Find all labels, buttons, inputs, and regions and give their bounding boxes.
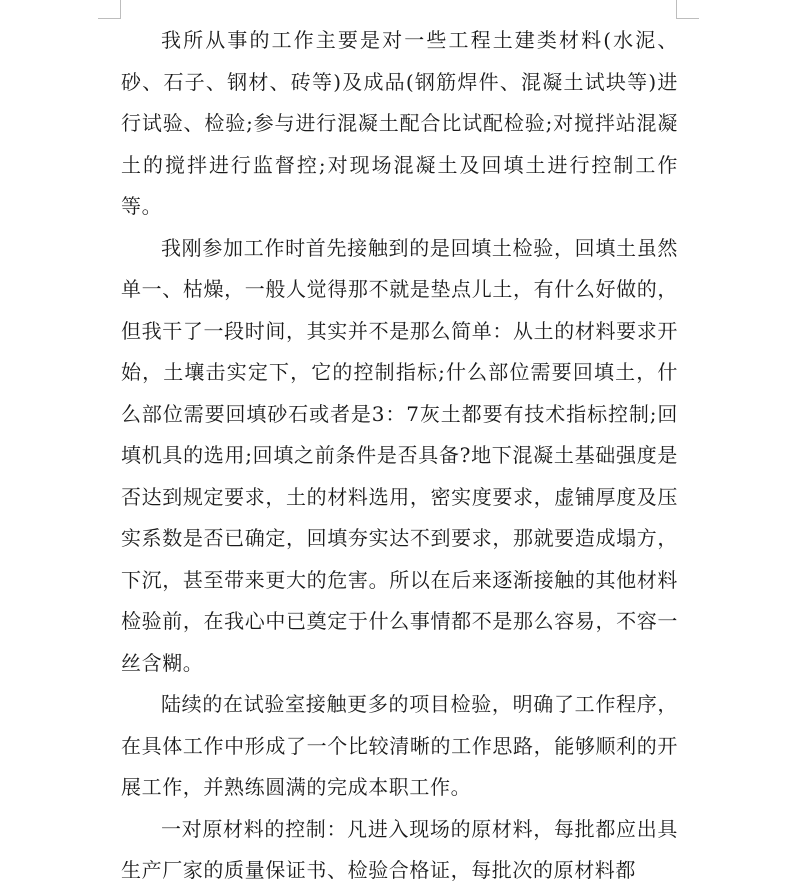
top-right-margin-marker <box>676 0 699 19</box>
top-left-margin-marker <box>98 0 121 19</box>
paragraph-work-scope: 我所从事的工作主要是对一些工程土建类材料(水泥、砂、石子、钢材、砖等)及成品(钢筋焊件、混凝土试块等)进行试验、检验;参与进行混凝土配合比试配检验;对搅拌站混凝土的搅拌进行监督控;对现场混凝土及回填土进行控制工作等。 <box>121 28 678 218</box>
document-body <box>121 20 678 881</box>
paragraph-raw-material-control: 一对原材料的控制：凡进入现场的原材料，每批都应出具生产厂家的质量保证书、检验合格证，每批次的原材料都 <box>121 816 678 881</box>
paragraph-lab-work: 陆续的在试验室接触更多的项目检验，明确了工作程序，在具体工作中形成了一个比较清晰的工作思路，能够顺利的开展工作，并熟练圆满的完成本职工作。 <box>121 692 678 799</box>
paragraph-backfill-inspection: 我刚参加工作时首先接触到的是回填土检验，回填土虽然单一、枯燥，一般人觉得那不就是垫点儿土，有什么好做的，但我干了一段时间，其实并不是那么简单：从土的材料要求开始，土壤击实定下，它的控制指标;什么部位需要回填土，什么部位需要回填砂石或者是3：7灰土都要有技术指标控制;回填机具的选用;回填之前条件是否具备?地下混凝土基础强度是否达到规定要求，土的材料选用，密实度要求，虚铺厚度及压实系数是否已确定，回填夯实达不到要求，那就要造成塌方，下沉，甚至带来更大的危害。所以在后来逐渐接触的其他材料检验前，在我心中已奠定于什么事情都不是那么容易，不容一丝含糊。 <box>121 235 678 675</box>
